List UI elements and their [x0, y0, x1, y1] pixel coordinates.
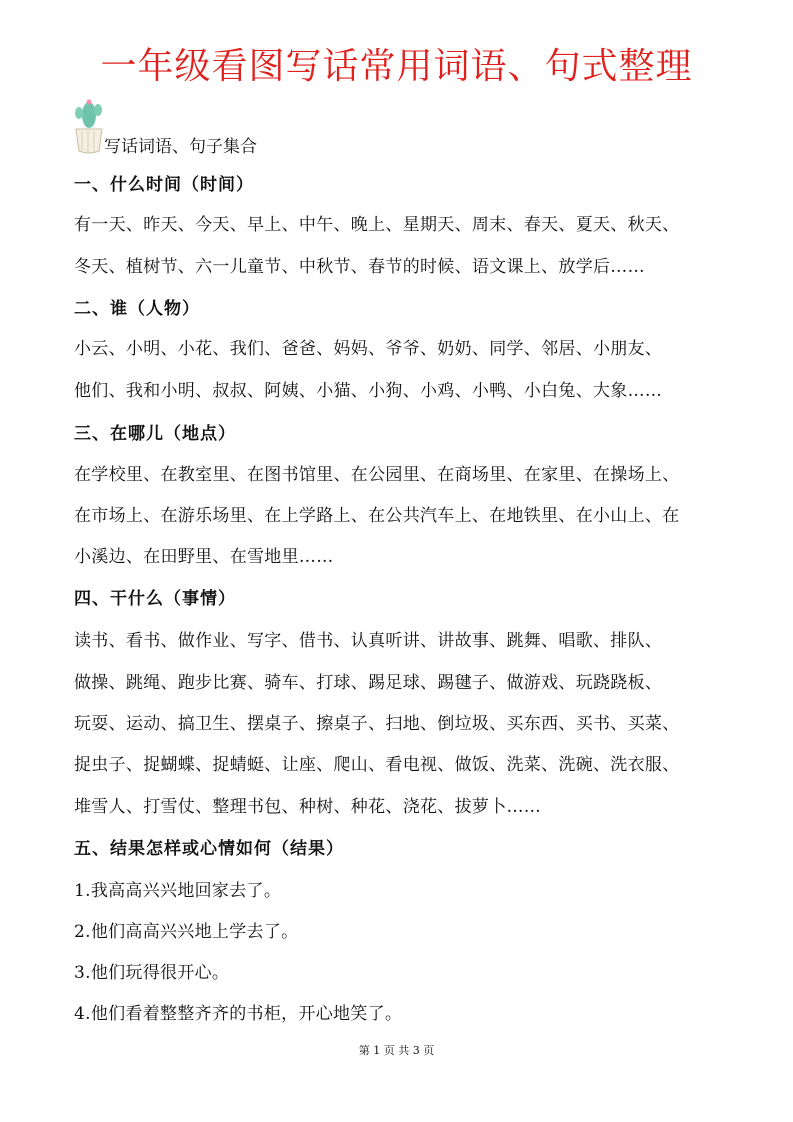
- section-line: 他们、我和小明、叔叔、阿姨、小猫、小狗、小鸡、小鸭、小白兔、大象……: [74, 381, 663, 401]
- section-line: 在市场上、在游乐场里、在上学路上、在公共汽车上、在地铁里、在小山上、在: [74, 506, 680, 526]
- section-line: 做操、跳绳、跑步比赛、骑车、打球、踢足球、踢毽子、做游戏、玩跷跷板、: [74, 673, 663, 693]
- page-title: 一年级看图写话常用词语、句式整理: [100, 46, 693, 87]
- section-line: 小云、小明、小花、我们、爸爸、妈妈、爷爷、奶奶、同学、邻居、小朋友、: [74, 339, 663, 359]
- section-line: 堆雪人、打雪仗、整理书包、种树、种花、浇花、拔萝卜……: [74, 797, 542, 817]
- section-line: 玩耍、运动、搞卫生、摆桌子、擦桌子、扫地、倒垃圾、买东西、买书、买菜、: [74, 714, 680, 734]
- sentence-item: 3.他们玩得很开心。: [74, 963, 230, 983]
- page-footer: 第 1 页 共 3 页: [358, 1044, 435, 1057]
- section-heading-who: 二、谁（人物）: [74, 299, 200, 319]
- section-line: 在学校里、在教室里、在图书馆里、在公园里、在商场里、在家里、在操场上、: [74, 465, 680, 485]
- sentence-item: 4.他们看着整整齐齐的书柜，开心地笑了。: [74, 1004, 403, 1024]
- section-line: 小溪边、在田野里、在雪地里……: [74, 547, 334, 567]
- section-heading-time: 一、什么时间（时间）: [74, 175, 254, 195]
- section-heading-where: 三、在哪儿（地点）: [74, 424, 236, 444]
- sentence-item: 1.我高高兴兴地回家去了。: [74, 881, 282, 901]
- section-line: 捉虫子、捉蝴蝶、捉蜻蜓、让座、爬山、看电视、做饭、洗菜、洗碗、洗衣服、: [74, 755, 680, 775]
- subtitle: 写话词语、句子集合: [104, 137, 257, 157]
- section-heading-what: 四、干什么（事情）: [74, 589, 236, 609]
- section-line: 冬天、植树节、六一儿童节、中秋节、春节的时候、语文课上、放学后……: [74, 257, 645, 277]
- cactus-pot-icon: [70, 97, 106, 155]
- sentence-item: 2.他们高高兴兴地上学去了。: [74, 922, 299, 942]
- section-line: 读书、看书、做作业、写字、借书、认真听讲、讲故事、跳舞、唱歌、排队、: [74, 631, 663, 651]
- section-line: 有一天、昨天、今天、早上、中午、晚上、星期天、周末、春天、夏天、秋天、: [74, 215, 680, 235]
- section-heading-result: 五、结果怎样或心情如何（结果）: [74, 839, 344, 859]
